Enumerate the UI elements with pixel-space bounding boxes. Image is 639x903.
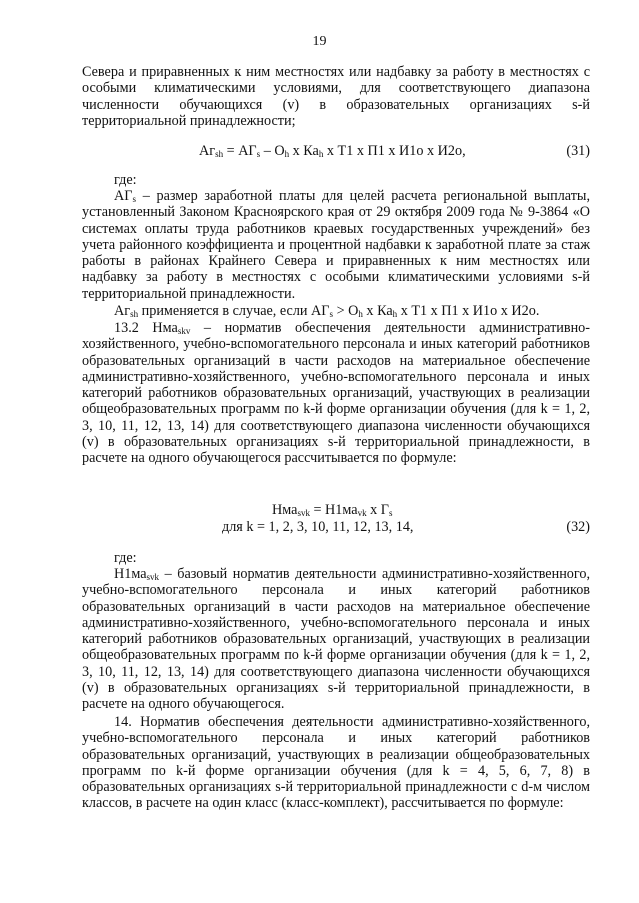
paragraph-continuation: Севера и приравненных к ним местностях или надбавку за работу в местностях с особыми климатическими условиями, для соответствующего диапазона численности обучающихся (v) в образовательных организациях s-й территориальной принадлежности; [82, 64, 590, 129]
equation-number-31: (31) [566, 143, 590, 159]
paragraph-14: 14. Норматив обеспечения деятельности административно-хозяйственного, учебно-вспомогательного персонала и иных категорий работников образовательных организаций, участвующих в реализации общеобразовательных программ по k-й форме организации обучения (для k = 4, 5, 6, 7, 8) в образовательных организациях s-й территориальной принадлежности с d-м числом классов, в расчете на один класс (класс-комплект), рассчитывается по формуле: [82, 714, 590, 812]
condition-line: $Аг_{sh}$ применяется в случае, если $АГ_s > О_h$ х $Ка_h$ х Т1 х П1 х И1о х И2о. [114, 303, 540, 319]
formula-32-line-2: для k = 1, 2, 3, 10, 11, 12, 13, 14, [222, 519, 414, 535]
page-number: 19 [312, 34, 327, 49]
formula-32-line-1: $Нма_{svk} = Н1ма_{vk}$ х $Г_s$ [272, 502, 393, 518]
formula-31: $Аг_{sh} = АГ_s - О_h$ х $Ка_h$ х Т1 х П1 х И1о х И2о, [199, 143, 466, 159]
where-label-2: где: [114, 550, 137, 566]
definition-ag: $АГ_s$ – размер заработной платы для целей расчета региональной выплаты, установленный Законом Красноярского края от 29 октября 2009 года № 9-3864 «О системах оплаты труда работников краевых государственных учреждений» без учета районного коэффициента и процентной надбавки к заработной плате за стаж работы в районах Крайнего Севера и приравненных к ним местностях или надбавку за работу в местностях с особыми климатическими условиями s-й территориальной принадлежности. [82, 188, 590, 302]
where-label-1: где: [114, 172, 137, 188]
definition-h1ma: $Н1ма_{svk}$ – базовый норматив деятельности административно-хозяйственного, учебно-вспомогательного персонала и иных категорий работников образовательных организаций в части расходов на материальное обеспечение административно-хозяйственного, учебно-вспомогательного персонала и иных категорий работников образовательных организаций, участвующих в реализации общеобразовательных программ по k-й форме организации обучения (для k = 1, 2, 3, 10, 11, 12, 13, 14) для соответствующего диапазона численности обучающихся (v) в образовательных организациях s-й территориальной принадлежности, в расчете на одного обучающегося. [82, 566, 590, 713]
paragraph-13-2: 13.2 Нма$_{skv}$ – норматив обеспечения деятельности административно-хозяйственного, учебно-вспомогательного персонала и иных категорий работников образовательных организаций в части расходов на материальное обеспечение административно-хозяйственного, учебно-вспомогательного персонала и иных категорий работников образовательных организаций, участвующих в реализации общеобразовательных программ по k-й форме организации обучения (для k = 1, 2, 3, 10, 11, 12, 13, 14) для соответствующего диапазона численности обучающихся (v) в образовательных организациях s-й территориальной принадлежности, в расчете на одного обучающегося рассчитывается по формуле: [82, 320, 590, 467]
equation-number-32: (32) [566, 519, 590, 535]
